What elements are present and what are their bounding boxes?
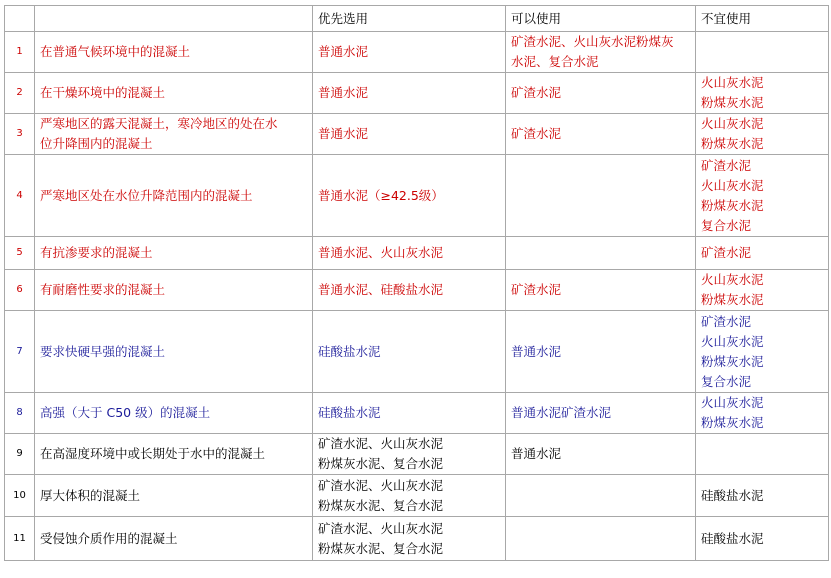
- scenario-cell: 在高湿度环境中或长期处于水中的混凝土: [35, 434, 313, 475]
- scenario-cell: 严寒地区的露天混凝土，寒冷地区的处在水 位升降围内的混凝土: [35, 114, 313, 155]
- preferred-cement-cell: 普通水泥、硅酸盐水泥: [313, 270, 506, 311]
- table-row: [5, 73, 829, 114]
- avoid-cement-cell: 火山灰水泥 粉煤灰水泥: [696, 270, 829, 311]
- row-number-cell: 11: [5, 517, 35, 561]
- row-number-cell: 4: [5, 155, 35, 237]
- scenario-cell: 有抗渗要求的混凝土: [35, 237, 313, 270]
- row-number-cell: 6: [5, 270, 35, 311]
- header-avoid-cell: 不宜使用: [696, 6, 829, 32]
- table-row: [5, 155, 829, 237]
- avoid-cement-cell: 硅酸盐水泥: [696, 517, 829, 561]
- scenario-cell: 在普通气候环境中的混凝土: [35, 32, 313, 73]
- avoid-cement-cell: [696, 32, 829, 73]
- preferred-cement-cell: 普通水泥: [313, 114, 506, 155]
- scenario-cell: 受侵蚀介质作用的混凝土: [35, 517, 313, 561]
- header-num-cell: [5, 6, 35, 32]
- avoid-cement-cell: 矿渣水泥: [696, 237, 829, 270]
- allowed-cement-cell: 普通水泥: [506, 434, 696, 475]
- row-number-cell: 1: [5, 32, 35, 73]
- row-number-cell: 3: [5, 114, 35, 155]
- table-row: [5, 517, 829, 561]
- allowed-cement-cell: [506, 237, 696, 270]
- preferred-cement-cell: 硅酸盐水泥: [313, 393, 506, 434]
- allowed-cement-cell: 普通水泥矿渣水泥: [506, 393, 696, 434]
- preferred-cement-cell: 矿渣水泥、火山灰水泥 粉煤灰水泥、复合水泥: [313, 475, 506, 517]
- cement-selection-table: [4, 5, 829, 561]
- scenario-cell: 在干燥环境中的混凝土: [35, 73, 313, 114]
- preferred-cement-cell: 普通水泥、火山灰水泥: [313, 237, 506, 270]
- table-body: [5, 6, 829, 561]
- allowed-cement-cell: [506, 155, 696, 237]
- table-row: [5, 237, 829, 270]
- avoid-cement-cell: 硅酸盐水泥: [696, 475, 829, 517]
- preferred-cement-cell: 硅酸盐水泥: [313, 311, 506, 393]
- scenario-cell: 要求快硬早强的混凝土: [35, 311, 313, 393]
- allowed-cement-cell: 矿渣水泥、火山灰水泥粉煤灰 水泥、复合水泥: [506, 32, 696, 73]
- header-allow-cell: 可以使用: [506, 6, 696, 32]
- scenario-cell: 有耐磨性要求的混凝土: [35, 270, 313, 311]
- row-number-cell: 7: [5, 311, 35, 393]
- row-number-cell: 5: [5, 237, 35, 270]
- allowed-cement-cell: [506, 517, 696, 561]
- table-row: [5, 475, 829, 517]
- table-row: [5, 32, 829, 73]
- scenario-cell: 厚大体积的混凝土: [35, 475, 313, 517]
- allowed-cement-cell: 矿渣水泥: [506, 73, 696, 114]
- allowed-cement-cell: 普通水泥: [506, 311, 696, 393]
- table-row: [5, 270, 829, 311]
- allowed-cement-cell: 矿渣水泥: [506, 270, 696, 311]
- header-prefer-cell: 优先选用: [313, 6, 506, 32]
- preferred-cement-cell: 普通水泥: [313, 32, 506, 73]
- scenario-cell: 高强（大于 C50 级）的混凝土: [35, 393, 313, 434]
- scenario-cell: 严寒地区处在水位升降范围内的混凝土: [35, 155, 313, 237]
- row-number-cell: 10: [5, 475, 35, 517]
- row-number-cell: 8: [5, 393, 35, 434]
- avoid-cement-cell: 火山灰水泥 粉煤灰水泥: [696, 393, 829, 434]
- row-number-cell: 9: [5, 434, 35, 475]
- table-row: [5, 114, 829, 155]
- preferred-cement-cell: 普通水泥（≥42.5级）: [313, 155, 506, 237]
- header-row: [5, 6, 829, 32]
- table-row: [5, 434, 829, 475]
- avoid-cement-cell: 矿渣水泥 火山灰水泥 粉煤灰水泥 复合水泥: [696, 311, 829, 393]
- preferred-cement-cell: 矿渣水泥、火山灰水泥 粉煤灰水泥、复合水泥: [313, 517, 506, 561]
- allowed-cement-cell: [506, 475, 696, 517]
- avoid-cement-cell: 火山灰水泥 粉煤灰水泥: [696, 114, 829, 155]
- preferred-cement-cell: 普通水泥: [313, 73, 506, 114]
- row-number-cell: 2: [5, 73, 35, 114]
- avoid-cement-cell: [696, 434, 829, 475]
- table-row: [5, 393, 829, 434]
- avoid-cement-cell: 矿渣水泥 火山灰水泥 粉煤灰水泥 复合水泥: [696, 155, 829, 237]
- avoid-cement-cell: 火山灰水泥 粉煤灰水泥: [696, 73, 829, 114]
- allowed-cement-cell: 矿渣水泥: [506, 114, 696, 155]
- preferred-cement-cell: 矿渣水泥、火山灰水泥 粉煤灰水泥、复合水泥: [313, 434, 506, 475]
- table-row: [5, 311, 829, 393]
- header-scenario-cell: [35, 6, 313, 32]
